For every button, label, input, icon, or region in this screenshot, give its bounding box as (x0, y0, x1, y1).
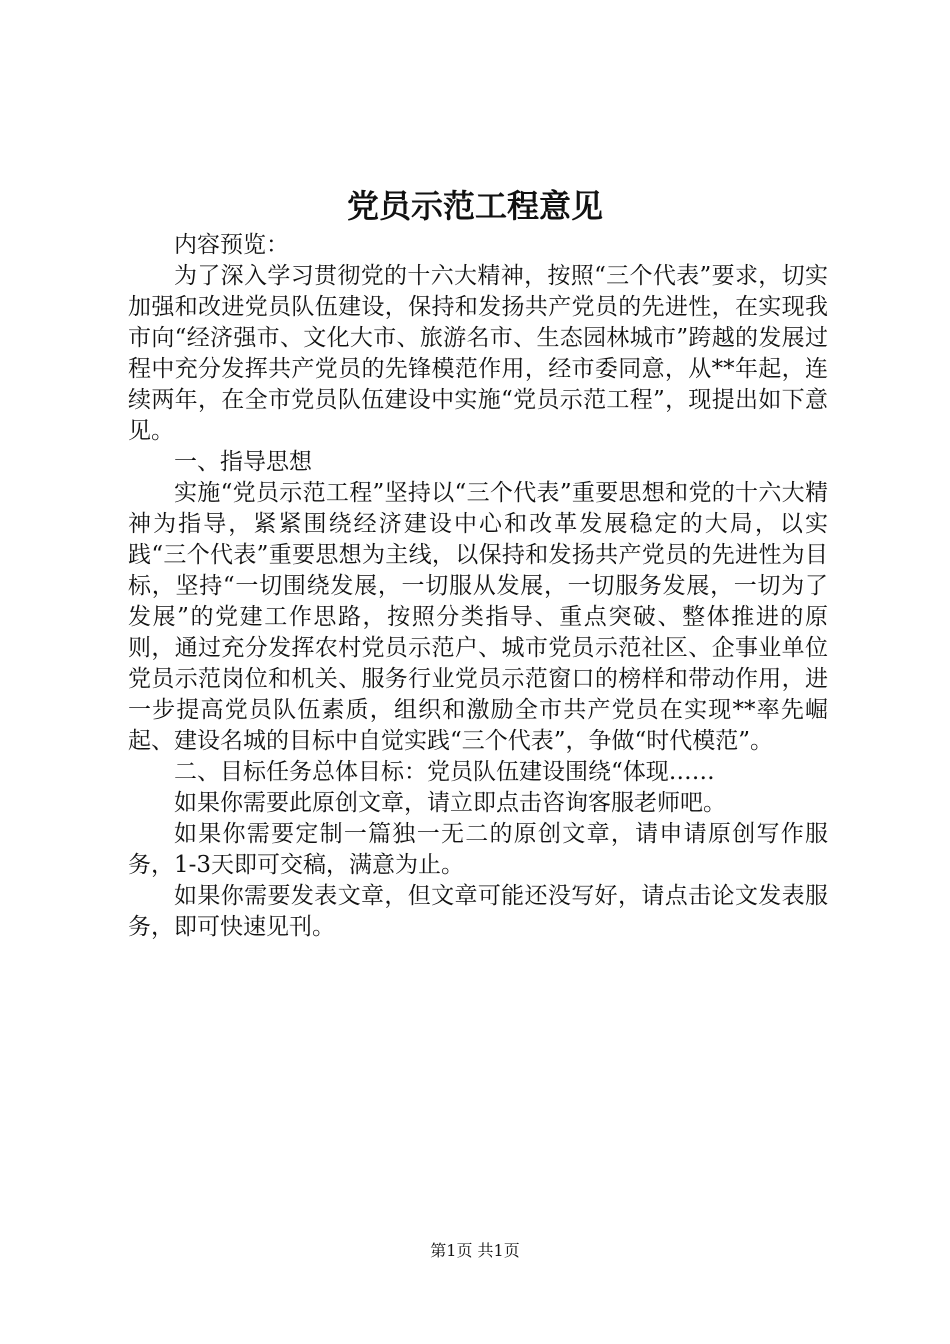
preview-label: 内容预览： (174, 232, 289, 258)
custom-writing-paragraph: 如果你需要定制一篇独一无二的原创文章，请申请原创写作服务，1-3天即可交稿，满意为止。 (128, 821, 828, 878)
document-title: 党员示范工程意见 (346, 187, 603, 225)
guiding-thought-paragraph: 实施“党员示范工程”坚持以“三个代表”重要思想和党的十六大精神为指导，紧紧围绕经济建设中心和改革发展稳定的大局，以实践“三个代表”重要思想为主线，以保持和发扬共产党员的先进性为目标，坚持“一切围绕发展，一切服从发展，一切服务发展，一切为了发展”的党建工作思路，按照分类指导、重点突破、整体推进的原则，通过充分发挥农村党员示范户、城市党员示范社区、企事业单位党员示范岗位和机关、服务行业党员示范窗口的榜样和带动作用，进一步提高党员队伍素质，组织和激励全市共产党员在实现**率先崛起、建设名城的目标中自觉实践“三个代表”，争做“时代模范”。 (128, 480, 828, 754)
section-heading-guiding-thought: 一、指导思想 (174, 449, 312, 475)
document-body (128, 230, 828, 943)
page-number-footer: 第1页 共1页 (430, 1241, 520, 1260)
publish-service-paragraph: 如果你需要发表文章，但文章可能还没写好，请点击论文发表服务，即可快速见刊。 (128, 883, 828, 940)
section-heading-goals: 二、目标任务总体目标：党员队伍建设围绕“体现…… (174, 759, 715, 785)
consult-service-paragraph: 如果你需要此原创文章，请立即点击咨询客服老师吧。 (174, 790, 726, 816)
intro-paragraph: 为了深入学习贯彻党的十六大精神，按照“三个代表”要求，切实加强和改进党员队伍建设，保持和发扬共产党员的先进性，在实现我市向“经济强市、文化大市、旅游名市、生态园林城市”跨越的发展过程中充分发挥共产党员的先锋模范作用，经市委同意，从**年起，连续两年，在全市党员队伍建设中实施“党员示范工程”，现提出如下意见。 (128, 263, 828, 444)
